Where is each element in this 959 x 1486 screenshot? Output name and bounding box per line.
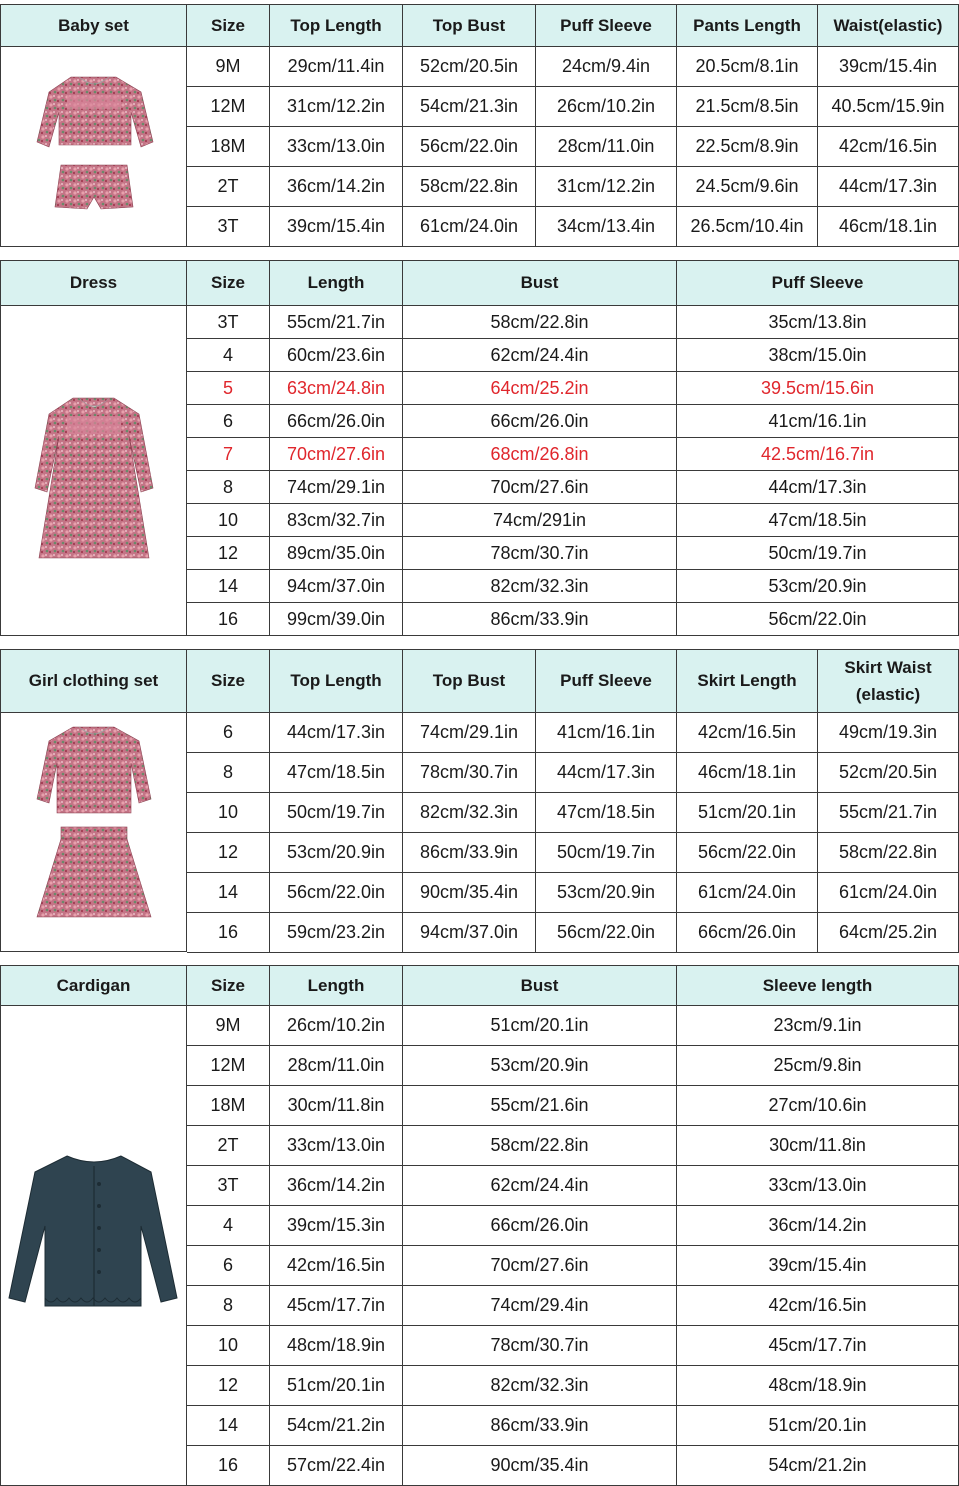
size-cell: 9M <box>187 1006 270 1046</box>
size-cell: 16 <box>187 913 270 953</box>
skirt-waist-label: Skirt Waist <box>844 658 932 677</box>
table-row <box>0 405 959 438</box>
measurement-cell: 99cm/39.0in <box>270 603 403 636</box>
measurement-cell: 78cm/30.7in <box>403 537 677 570</box>
size-cell: 2T <box>187 167 270 207</box>
col-pants-length: Pants Length <box>677 4 818 47</box>
girl-set-table <box>0 649 959 952</box>
measurement-cell: 26cm/10.2in <box>270 1006 403 1046</box>
table-row <box>0 127 959 167</box>
size-cell: 3T <box>187 1166 270 1206</box>
table-row <box>0 372 959 405</box>
measurement-cell: 23cm/9.1in <box>677 1006 959 1046</box>
size-cell: 6 <box>187 1246 270 1286</box>
table-row <box>0 913 959 953</box>
col-size: Size <box>187 649 270 713</box>
measurement-cell: 27cm/10.6in <box>677 1086 959 1126</box>
measurement-cell: 86cm/33.9in <box>403 1406 677 1446</box>
table-row <box>0 753 959 793</box>
size-cell: 3T <box>187 207 270 247</box>
dress-table <box>0 260 959 636</box>
measurement-cell: 25cm/9.8in <box>677 1046 959 1086</box>
measurement-cell: 70cm/27.6in <box>270 438 403 471</box>
size-cell: 6 <box>187 713 270 753</box>
size-cell: 12 <box>187 537 270 570</box>
col-bust: Bust <box>403 965 677 1006</box>
measurement-cell: 31cm/12.2in <box>270 87 403 127</box>
table-row <box>0 438 959 471</box>
cardigan-header-row <box>0 965 959 1006</box>
measurement-cell: 44cm/17.3in <box>536 753 677 793</box>
girl-set-header-row <box>0 649 959 713</box>
measurement-cell: 62cm/24.4in <box>403 339 677 372</box>
measurement-cell: 39cm/15.4in <box>270 207 403 247</box>
measurement-cell: 38cm/15.0in <box>677 339 959 372</box>
measurement-cell: 50cm/19.7in <box>270 793 403 833</box>
measurement-cell: 54cm/21.2in <box>270 1406 403 1446</box>
measurement-cell: 34cm/13.4in <box>536 207 677 247</box>
measurement-cell: 61cm/24.0in <box>818 873 959 913</box>
table-row <box>0 1246 959 1286</box>
measurement-cell: 33cm/13.0in <box>677 1166 959 1206</box>
col-size: Size <box>187 965 270 1006</box>
measurement-cell: 74cm/29.1in <box>270 471 403 504</box>
size-cell: 9M <box>187 47 270 87</box>
baby-set-header-row <box>0 4 959 47</box>
table-row <box>0 1166 959 1206</box>
measurement-cell: 46cm/18.1in <box>677 753 818 793</box>
skirt-waist-elastic-label: (elastic) <box>855 685 921 704</box>
col-skirt-waist <box>818 649 959 713</box>
measurement-cell: 33cm/13.0in <box>270 127 403 167</box>
size-cell: 14 <box>187 873 270 913</box>
measurement-cell: 90cm/35.4in <box>403 1446 677 1486</box>
measurement-cell: 49cm/19.3in <box>818 713 959 753</box>
measurement-cell: 51cm/20.1in <box>403 1006 677 1046</box>
measurement-cell: 28cm/11.0in <box>270 1046 403 1086</box>
table-row <box>0 537 959 570</box>
measurement-cell: 42cm/16.5in <box>270 1246 403 1286</box>
measurement-cell: 47cm/18.5in <box>677 504 959 537</box>
measurement-cell: 59cm/23.2in <box>270 913 403 953</box>
measurement-cell: 61cm/24.0in <box>677 873 818 913</box>
table-row <box>0 833 959 873</box>
measurement-cell: 36cm/14.2in <box>270 167 403 207</box>
table-row <box>0 793 959 833</box>
measurement-cell: 54cm/21.2in <box>677 1446 959 1486</box>
measurement-cell: 63cm/24.8in <box>270 372 403 405</box>
baby-set-table <box>0 0 959 247</box>
col-length: Length <box>270 965 403 1006</box>
measurement-cell: 68cm/26.8in <box>403 438 677 471</box>
measurement-cell: 44cm/17.3in <box>270 713 403 753</box>
size-cell: 10 <box>187 793 270 833</box>
size-cell: 12M <box>187 87 270 127</box>
measurement-cell: 61cm/24.0in <box>403 207 536 247</box>
measurement-cell: 55cm/21.7in <box>818 793 959 833</box>
measurement-cell: 70cm/27.6in <box>403 471 677 504</box>
table-row <box>0 603 959 636</box>
table-row <box>0 167 959 207</box>
table-row <box>0 1366 959 1406</box>
col-puff-sleeve: Puff Sleeve <box>677 260 959 306</box>
measurement-cell: 55cm/21.7in <box>270 306 403 339</box>
measurement-cell: 44cm/17.3in <box>677 471 959 504</box>
size-cell: 8 <box>187 753 270 793</box>
measurement-cell: 56cm/22.0in <box>403 127 536 167</box>
measurement-cell: 39cm/15.4in <box>818 47 959 87</box>
measurement-cell: 50cm/19.7in <box>677 537 959 570</box>
measurement-cell: 58cm/22.8in <box>403 1126 677 1166</box>
measurement-cell: 29cm/11.4in <box>270 47 403 87</box>
table-row <box>0 873 959 913</box>
size-cell: 4 <box>187 1206 270 1246</box>
measurement-cell: 53cm/20.9in <box>270 833 403 873</box>
measurement-cell: 48cm/18.9in <box>270 1326 403 1366</box>
measurement-cell: 53cm/20.9in <box>536 873 677 913</box>
size-cell: 2T <box>187 1126 270 1166</box>
measurement-cell: 47cm/18.5in <box>270 753 403 793</box>
girl-set-title: Girl clothing set <box>0 649 187 713</box>
measurement-cell: 60cm/23.6in <box>270 339 403 372</box>
measurement-cell: 57cm/22.4in <box>270 1446 403 1486</box>
measurement-cell: 54cm/21.3in <box>403 87 536 127</box>
measurement-cell: 33cm/13.0in <box>270 1126 403 1166</box>
table-row <box>0 471 959 504</box>
measurement-cell: 51cm/20.1in <box>677 793 818 833</box>
measurement-cell: 89cm/35.0in <box>270 537 403 570</box>
measurement-cell: 58cm/22.8in <box>403 167 536 207</box>
measurement-cell: 30cm/11.8in <box>677 1126 959 1166</box>
measurement-cell: 64cm/25.2in <box>403 372 677 405</box>
measurement-cell: 44cm/17.3in <box>818 167 959 207</box>
measurement-cell: 66cm/26.0in <box>270 405 403 438</box>
size-cell: 16 <box>187 603 270 636</box>
col-top-bust: Top Bust <box>403 4 536 47</box>
table-row <box>0 87 959 127</box>
measurement-cell: 56cm/22.0in <box>270 873 403 913</box>
measurement-cell: 39.5cm/15.6in <box>677 372 959 405</box>
cardigan-title: Cardigan <box>0 965 187 1006</box>
measurement-cell: 74cm/29.1in <box>403 713 536 753</box>
measurement-cell: 74cm/29.4in <box>403 1286 677 1326</box>
table-row <box>0 1086 959 1126</box>
measurement-cell: 42cm/16.5in <box>818 127 959 167</box>
col-size: Size <box>187 4 270 47</box>
measurement-cell: 45cm/17.7in <box>677 1326 959 1366</box>
measurement-cell: 66cm/26.0in <box>403 1206 677 1246</box>
size-cell: 12M <box>187 1046 270 1086</box>
measurement-cell: 53cm/20.9in <box>403 1046 677 1086</box>
size-cell: 14 <box>187 1406 270 1446</box>
table-row <box>0 1126 959 1166</box>
measurement-cell: 40.5cm/15.9in <box>818 87 959 127</box>
table-row <box>0 1326 959 1366</box>
table-row <box>0 1286 959 1326</box>
measurement-cell: 58cm/22.8in <box>818 833 959 873</box>
measurement-cell: 94cm/37.0in <box>403 913 536 953</box>
measurement-cell: 83cm/32.7in <box>270 504 403 537</box>
table-row <box>0 1406 959 1446</box>
measurement-cell: 66cm/26.0in <box>677 913 818 953</box>
table-row <box>0 1006 959 1046</box>
measurement-cell: 82cm/32.3in <box>403 570 677 603</box>
measurement-cell: 56cm/22.0in <box>677 833 818 873</box>
measurement-cell: 35cm/13.8in <box>677 306 959 339</box>
col-sleeve-length: Sleeve length <box>677 965 959 1006</box>
col-top-length: Top Length <box>270 4 403 47</box>
table-row <box>0 47 959 87</box>
measurement-cell: 53cm/20.9in <box>677 570 959 603</box>
col-skirt-length: Skirt Length <box>677 649 818 713</box>
measurement-cell: 26.5cm/10.4in <box>677 207 818 247</box>
measurement-cell: 31cm/12.2in <box>536 167 677 207</box>
measurement-cell: 86cm/33.9in <box>403 603 677 636</box>
cardigan-table <box>0 965 959 1486</box>
size-cell: 8 <box>187 471 270 504</box>
table-row <box>0 570 959 603</box>
measurement-cell: 42cm/16.5in <box>677 1286 959 1326</box>
measurement-cell: 58cm/22.8in <box>403 306 677 339</box>
measurement-cell: 78cm/30.7in <box>403 753 536 793</box>
table-row <box>0 713 959 753</box>
measurement-cell: 20.5cm/8.1in <box>677 47 818 87</box>
measurement-cell: 86cm/33.9in <box>403 833 536 873</box>
measurement-cell: 42cm/16.5in <box>677 713 818 753</box>
baby-set-title: Baby set <box>0 4 187 47</box>
col-bust: Bust <box>403 260 677 306</box>
measurement-cell: 26cm/10.2in <box>536 87 677 127</box>
table-row <box>0 1446 959 1486</box>
size-cell: 12 <box>187 833 270 873</box>
measurement-cell: 21.5cm/8.5in <box>677 87 818 127</box>
measurement-cell: 56cm/22.0in <box>677 603 959 636</box>
size-cell: 6 <box>187 405 270 438</box>
measurement-cell: 90cm/35.4in <box>403 873 536 913</box>
measurement-cell: 39cm/15.4in <box>677 1246 959 1286</box>
dress-title: Dress <box>0 260 187 306</box>
col-length: Length <box>270 260 403 306</box>
col-puff-sleeve: Puff Sleeve <box>536 649 677 713</box>
measurement-cell: 41cm/16.1in <box>677 405 959 438</box>
table-row <box>0 504 959 537</box>
col-puff-sleeve: Puff Sleeve <box>536 4 677 47</box>
col-top-length: Top Length <box>270 649 403 713</box>
measurement-cell: 70cm/27.6in <box>403 1246 677 1286</box>
measurement-cell: 56cm/22.0in <box>536 913 677 953</box>
col-waist: Waist(elastic) <box>818 4 959 47</box>
measurement-cell: 78cm/30.7in <box>403 1326 677 1366</box>
measurement-cell: 52cm/20.5in <box>403 47 536 87</box>
size-cell: 18M <box>187 1086 270 1126</box>
measurement-cell: 50cm/19.7in <box>536 833 677 873</box>
measurement-cell: 22.5cm/8.9in <box>677 127 818 167</box>
size-cell: 10 <box>187 504 270 537</box>
measurement-cell: 66cm/26.0in <box>403 405 677 438</box>
size-cell: 8 <box>187 1286 270 1326</box>
measurement-cell: 94cm/37.0in <box>270 570 403 603</box>
measurement-cell: 51cm/20.1in <box>270 1366 403 1406</box>
col-size: Size <box>187 260 270 306</box>
size-cell: 3T <box>187 306 270 339</box>
measurement-cell: 41cm/16.1in <box>536 713 677 753</box>
measurement-cell: 82cm/32.3in <box>403 793 536 833</box>
size-cell: 12 <box>187 1366 270 1406</box>
measurement-cell: 51cm/20.1in <box>677 1406 959 1446</box>
measurement-cell: 36cm/14.2in <box>677 1206 959 1246</box>
size-cell: 5 <box>187 372 270 405</box>
size-cell: 16 <box>187 1446 270 1486</box>
measurement-cell: 46cm/18.1in <box>818 207 959 247</box>
table-row <box>0 1206 959 1246</box>
size-cell: 7 <box>187 438 270 471</box>
measurement-cell: 39cm/15.3in <box>270 1206 403 1246</box>
measurement-cell: 47cm/18.5in <box>536 793 677 833</box>
measurement-cell: 45cm/17.7in <box>270 1286 403 1326</box>
measurement-cell: 74cm/291in <box>403 504 677 537</box>
measurement-cell: 64cm/25.2in <box>818 913 959 953</box>
size-cell: 14 <box>187 570 270 603</box>
measurement-cell: 36cm/14.2in <box>270 1166 403 1206</box>
table-row <box>0 306 959 339</box>
size-cell: 10 <box>187 1326 270 1366</box>
measurement-cell: 52cm/20.5in <box>818 753 959 793</box>
dress-header-row <box>0 260 959 306</box>
measurement-cell: 24.5cm/9.6in <box>677 167 818 207</box>
measurement-cell: 24cm/9.4in <box>536 47 677 87</box>
size-cell: 4 <box>187 339 270 372</box>
col-top-bust: Top Bust <box>403 649 536 713</box>
table-row <box>0 1046 959 1086</box>
measurement-cell: 55cm/21.6in <box>403 1086 677 1126</box>
table-row <box>0 207 959 247</box>
table-row <box>0 339 959 372</box>
measurement-cell: 30cm/11.8in <box>270 1086 403 1126</box>
measurement-cell: 62cm/24.4in <box>403 1166 677 1206</box>
measurement-cell: 28cm/11.0in <box>536 127 677 167</box>
measurement-cell: 82cm/32.3in <box>403 1366 677 1406</box>
measurement-cell: 48cm/18.9in <box>677 1366 959 1406</box>
size-cell: 18M <box>187 127 270 167</box>
measurement-cell: 42.5cm/16.7in <box>677 438 959 471</box>
